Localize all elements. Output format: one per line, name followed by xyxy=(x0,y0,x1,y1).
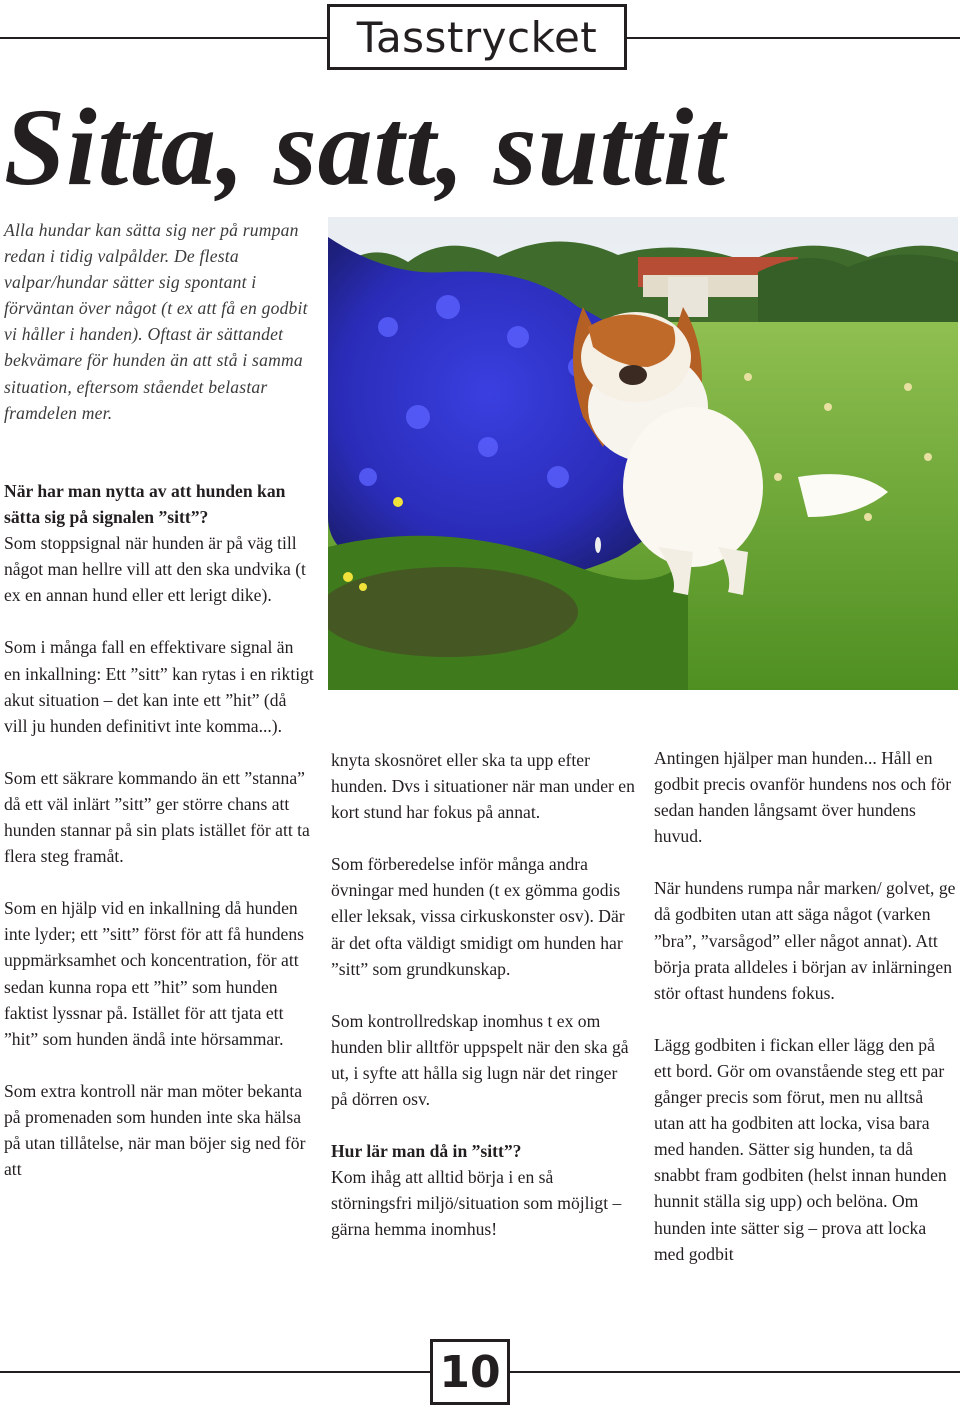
col1-paragraph-5: Som extra kontroll när man möter bekanta på promenaden som hunden inte ska hälsa på utan tillåtelse, när man böjer sig ned för att xyxy=(4,1080,306,1180)
footer-rule-left xyxy=(0,1371,430,1373)
intro-paragraph: Alla hundar kan sätta sig ner på rumpan redan i tidig valpålder. De flesta valpar/hundar sätter sig spontant i förväntan över något (t ex att få en godbit vi håller i handen). Oftast är sättandet bekvämare för hunden än att stå i samma situation, eftersom ståendet belastar framdelen mer. xyxy=(4,220,308,423)
header-rule-left xyxy=(0,37,327,39)
column-1 xyxy=(4,478,314,1182)
col1-heading: När har man nytta av att hunden kan sätta sig på signalen ”sitt”? xyxy=(4,481,286,528)
col3-paragraph-3: Lägg godbiten i fickan eller lägg den på ett bord. Gör om ovanstående steg ett par gånger precis som förut, men nu alltså utan att ha godbiten att locka, visa bara med handen. Sätter sig hunden, ta då snabbt fram godbiten (helst innan hunden hunnit ställa sig upp) och belöna. Om hunden inte sätter sig – prova att locka med godbit xyxy=(654,1034,947,1264)
col2-paragraph-3: Som kontrollredskap inomhus t ex om hunden blir alltför uppspelt när den ska gå ut, i syfte att hålla sig lugn när det ringer på dörren osv. xyxy=(331,1010,629,1110)
col2-paragraph-1: knyta skosnöret eller ska ta upp efter hunden. Dvs i situationer när man under en kort stund har fokus på annat. xyxy=(331,750,635,823)
col2-paragraph-2: Som förberedelse inför många andra övningar med hunden (t ex gömma godis eller leksak, vissa cirkuskonster osv). Där är det ofta väldigt smidigt om hunden har ”sitt” som grundkunskap. xyxy=(331,854,625,979)
footer-rule-right xyxy=(510,1371,960,1373)
col1-paragraph-2: Som i många fall en effektivare signal än en inkallning: Ett ”sitt” kan rytas i en riktigt akut situation – det kan inte ett ”hit” (då vill ju hunden definitivt inte komma...). xyxy=(4,637,314,736)
col1-paragraph-3: Som ett säkrare kommando än ett ”stanna” då ett väl inlärt ”sitt” ger större chans att hunden stannar på sin plats istället för att ta flera steg framåt. xyxy=(4,767,310,867)
article-title: Sitta, satt, suttit xyxy=(4,86,727,208)
column-2 xyxy=(331,747,636,1243)
col2-block-4 xyxy=(331,1138,636,1242)
column-3 xyxy=(654,745,956,1267)
page-number: 10 xyxy=(430,1339,510,1405)
col1-paragraph-4: Som en hjälp vid en inkallning då hunden inte lyder; ett ”sitt” först för att få hundens uppmärksamhet och koncentration, för att sedan kunna ropa ett ”hit” som hunden faktist lyssnar på. Istället för att tjata ett ”hit” som hunden ändå inte hörsammar. xyxy=(4,898,304,1049)
header-rule-right xyxy=(627,37,960,39)
intro-text xyxy=(4,217,314,452)
col1-block-1 xyxy=(4,478,314,608)
col3-paragraph-1: Antingen hjälper man hunden... Håll en godbit precis ovanför hundens nos och för sedan handen långsamt över hundens huvud. xyxy=(654,748,952,847)
col2-paragraph-4: Kom ihåg att alltid börja i en så störningsfri miljö/situation som möjligt – gärna hemma inomhus! xyxy=(331,1167,622,1240)
section-label: Tasstrycket xyxy=(327,4,627,70)
dog-photo-illustration xyxy=(328,217,958,690)
col3-paragraph-2: När hundens rumpa når marken/ golvet, ge då godbiten utan att säga något (varken ”bra”, ”varsågod” eller något annat). Att börja prata alldeles i början av inlärningen stör oftast hundens fokus. xyxy=(654,878,956,1003)
col2-heading: Hur lär man då in ”sitt”? xyxy=(331,1141,522,1162)
dog-photo xyxy=(328,217,958,690)
col1-paragraph-1: Som stoppsignal när hunden är på väg till något man hellre vill att den ska undvika (t ex en annan hund eller ett lerigt dike). xyxy=(4,533,306,606)
